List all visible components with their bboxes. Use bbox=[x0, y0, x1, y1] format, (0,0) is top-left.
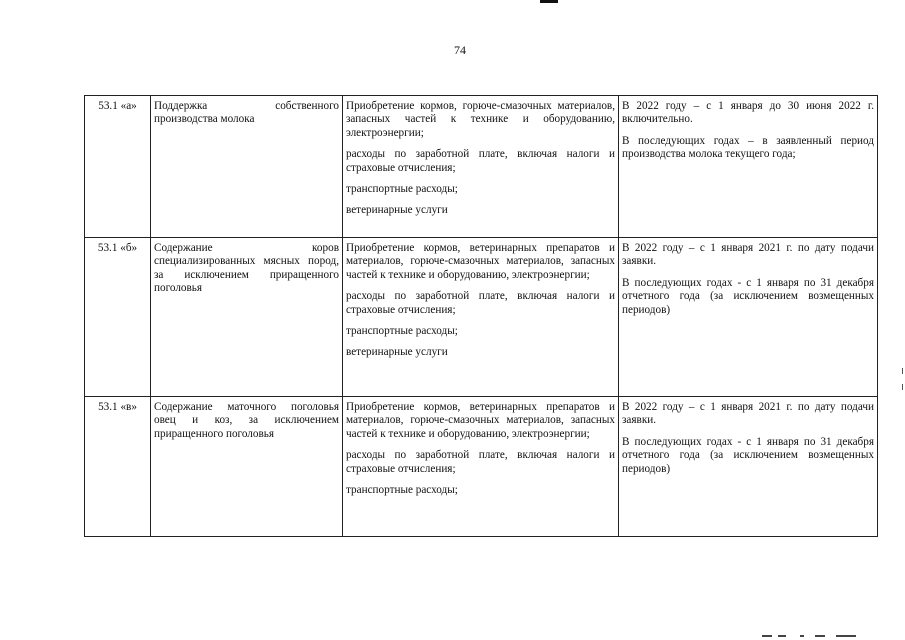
row-name-cell bbox=[151, 238, 343, 397]
period-item: В последующих годах - с 1 января по 31 декабря отчетного года (за исключением возмещенных периодов) bbox=[622, 435, 874, 475]
page-number: 74 bbox=[454, 43, 466, 57]
row-periods-cell bbox=[619, 238, 878, 397]
table-row bbox=[85, 238, 878, 397]
expense-item: Приобретение кормов, горюче-смазочных материалов, запасных частей к технике и оборудованию, электроэнергии; bbox=[346, 100, 615, 139]
row-name: Поддержка собственного производства молока bbox=[154, 100, 339, 126]
expense-item: ветеринарные услуги bbox=[346, 204, 448, 217]
row-code-cell bbox=[85, 96, 151, 238]
period-item: В 2022 году – с 1 января 2021 г. по дату подачи заявки. bbox=[622, 242, 874, 268]
table-row bbox=[85, 397, 878, 537]
row-code: 53.1 «а» bbox=[98, 100, 137, 112]
row-name: Содержание маточного поголовья овец и коз, за исключением приращенного поголовья bbox=[154, 401, 339, 440]
row-code-cell bbox=[85, 238, 151, 397]
scan-foot-mark bbox=[800, 635, 804, 637]
row-code: 53.1 «б» bbox=[97, 242, 138, 254]
expense-item: Приобретение кормов, ветеринарных препаратов и материалов, горюче-смазочных материалов, запасных частей к технике и оборудованию, электроэнергии; bbox=[346, 242, 615, 281]
expense-item: транспортные расходы; bbox=[346, 183, 458, 196]
period-item: В последующих годах – в заявленный период производства молока текущего года; bbox=[622, 134, 874, 161]
row-expenses-cell bbox=[343, 96, 619, 238]
row-code-cell bbox=[85, 397, 151, 537]
expense-item: расходы по заработной плате, включая налоги и страховые отчисления; bbox=[346, 148, 615, 174]
scan-foot-mark bbox=[762, 635, 772, 637]
measures-table bbox=[84, 95, 878, 537]
row-expenses-cell bbox=[343, 238, 619, 397]
scan-foot-mark bbox=[778, 635, 786, 637]
row-periods-cell bbox=[619, 397, 878, 537]
row-name: Содержание коров специализированных мясных пород, за исключением приращенного поголовья bbox=[154, 242, 339, 295]
row-expenses-cell bbox=[343, 397, 619, 537]
scan-foot-mark bbox=[836, 635, 856, 637]
expense-item: расходы по заработной плате, включая налоги и страховые отчисления; bbox=[346, 290, 615, 316]
row-name-cell bbox=[151, 96, 343, 238]
expense-item: расходы по заработной плате, включая налоги и страховые отчисления; bbox=[346, 449, 615, 475]
row-code: 53.1 «в» bbox=[98, 401, 137, 413]
row-periods-cell bbox=[619, 96, 878, 238]
period-item: В последующих годах - с 1 января по 31 декабря отчетного года (за исключением возмещенных периодов) bbox=[622, 276, 874, 316]
expense-item: ветеринарные услуги bbox=[346, 346, 448, 359]
period-item: В 2022 году – с 1 января до 30 июня 2022 г. включительно. bbox=[622, 100, 874, 126]
scan-edge-mark bbox=[902, 368, 903, 374]
scan-edge-mark bbox=[902, 384, 903, 390]
scan-foot-mark bbox=[815, 635, 825, 637]
table-row bbox=[85, 96, 878, 238]
expense-item: транспортные расходы; bbox=[346, 325, 458, 338]
scan-top-mark bbox=[540, 0, 558, 3]
row-name-cell bbox=[151, 397, 343, 537]
expense-item: Приобретение кормов, ветеринарных препаратов и материалов, горюче-смазочных материалов, запасных частей к технике и оборудованию, электроэнергии; bbox=[346, 401, 615, 440]
expense-item: транспортные расходы; bbox=[346, 484, 458, 497]
period-item: В 2022 году – с 1 января 2021 г. по дату подачи заявки. bbox=[622, 401, 874, 427]
